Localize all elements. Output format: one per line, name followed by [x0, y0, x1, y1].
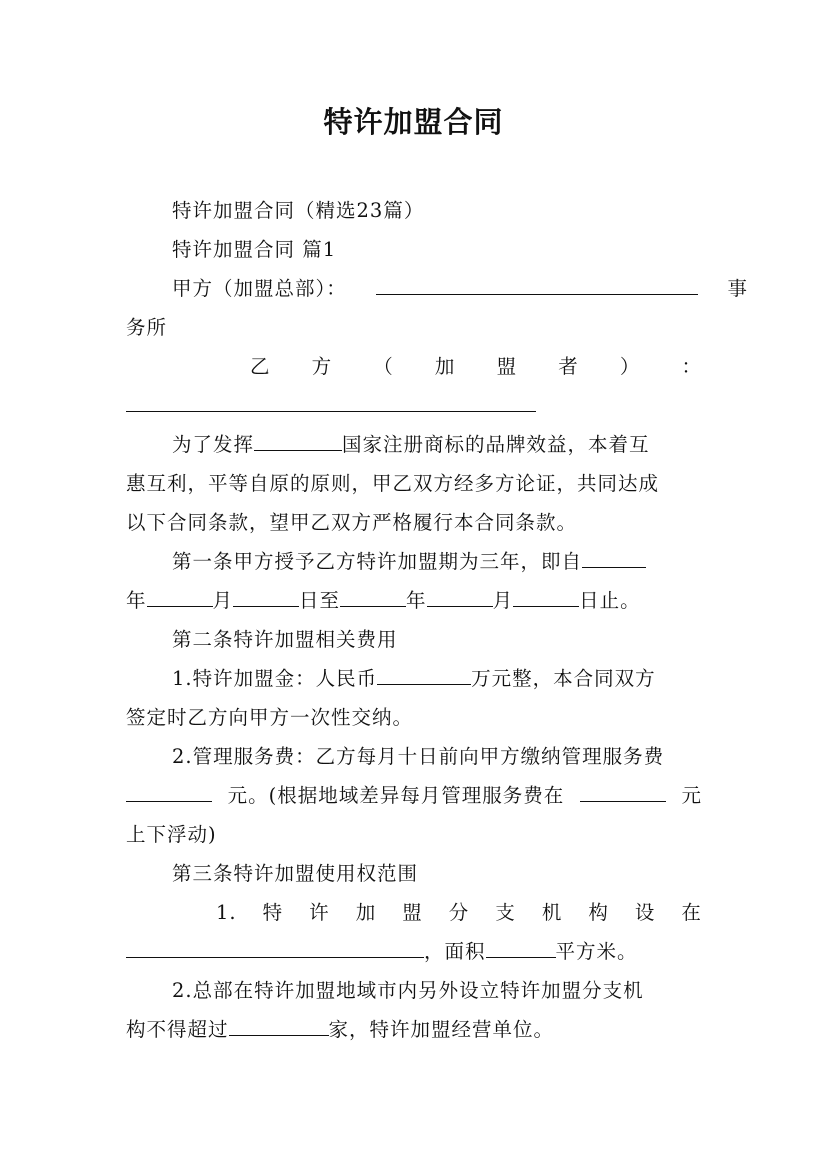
scope1-line-1: [126, 900, 702, 926]
party-b-char: 者: [558, 355, 579, 378]
party-b-char: （: [373, 355, 394, 378]
party-b-blank-line: [126, 393, 702, 419]
intro-line-3: 以下合同条款，望甲乙双方严格履行本合同条款。: [126, 511, 578, 534]
scope1-char: 许: [309, 901, 330, 924]
intro-line-1: [126, 432, 748, 458]
fee2-line-2: [126, 783, 702, 809]
art1-text: 年: [406, 589, 427, 612]
end-month-blank: [427, 588, 493, 607]
party-b-char: 方: [311, 355, 333, 378]
fee1-amount-blank: [377, 666, 471, 685]
document-title: 特许加盟合同: [323, 105, 504, 139]
party-b-char: 盟: [496, 355, 518, 378]
art1-line-2: [126, 588, 702, 614]
art3-heading: 第三条特许加盟使用权范围: [172, 862, 419, 885]
party-a-blank: [376, 276, 698, 295]
fee1-text: 万元整，本合同双方: [471, 667, 656, 690]
scope1-char: 设: [634, 901, 656, 924]
scope1-char: 分: [448, 901, 470, 924]
scope1-char: 在: [681, 901, 702, 924]
scope1-char: 盟: [402, 901, 423, 924]
intro-text: 为了发挥: [172, 433, 255, 456]
start-month-blank: [147, 588, 213, 607]
art1-text: 月: [492, 589, 514, 612]
fee1-line-1: [126, 666, 748, 692]
fee2-line-3: 上下浮动): [126, 823, 217, 846]
area-blank: [486, 939, 556, 958]
scope1-line-2: [126, 939, 702, 965]
party-b-char: 加: [434, 355, 456, 378]
count-blank: [229, 1017, 329, 1036]
party-b-char: ：: [681, 355, 702, 378]
party-a-line: [126, 276, 748, 302]
scope1-char: 加: [355, 901, 377, 924]
end-year-blank: [340, 588, 406, 607]
fee2-line-1: 2.管理服务费：乙方每月十日前向甲方缴纳管理服务费: [172, 745, 665, 768]
party-b-line: [126, 354, 702, 380]
scope1-char: 构: [588, 901, 609, 924]
art1-text: 日止。: [579, 589, 641, 612]
party-b-blank: [126, 393, 536, 412]
scope1-char: 1.: [216, 901, 237, 924]
party-b-char: 乙: [250, 355, 271, 378]
intro-line-2: 惠互利，平等自原的原则，甲乙双方经多方论证，共同达成: [126, 472, 660, 495]
art1-text: 年: [126, 589, 147, 612]
party-b-char: ）: [619, 355, 641, 378]
scope1-char: 支: [495, 901, 516, 924]
art2-heading: 第二条特许加盟相关费用: [172, 628, 398, 651]
scope1-char: 特: [262, 901, 284, 924]
fee1-text: 1.特许加盟金：人民币: [172, 667, 378, 690]
party-a-cont: 务所: [126, 316, 168, 339]
scope1-char: 机: [541, 901, 563, 924]
brand-blank: [254, 432, 342, 451]
scope2-line-1: 2.总部在特许加盟地域市内另外设立特许加盟分支机: [172, 979, 644, 1002]
scope1-text: ，面积: [424, 940, 486, 963]
art1-text: 日至: [299, 589, 341, 612]
party-a-label: 甲方（加盟总部）：: [172, 277, 347, 300]
fee2-text: 元。(根据地域差异每月管理服务费在: [227, 784, 565, 807]
scope1-text: 平方米。: [555, 940, 638, 963]
party-a-suffix: 事: [727, 277, 748, 300]
end-day-blank: [513, 588, 579, 607]
intro-text: 国家注册商标的品牌效益，本着互: [342, 433, 650, 456]
scope2-text: 家，特许加盟经营单位。: [328, 1018, 555, 1041]
fee2-amount-blank: [126, 783, 212, 802]
fee1-line-2: 签定时乙方向甲方一次性交纳。: [126, 706, 414, 729]
location-blank: [126, 939, 424, 958]
scope2-line-2: [126, 1017, 702, 1043]
start-day-blank: [233, 588, 299, 607]
article-heading: 特许加盟合同 篇1: [172, 238, 337, 261]
scope2-text: 构不得超过: [126, 1018, 229, 1041]
art1-text: 第一条甲方授予乙方特许加盟期为三年，即自: [172, 550, 583, 573]
fee2-range-blank: [580, 783, 666, 802]
start-year-blank: [582, 549, 646, 568]
fee2-text: 元: [681, 784, 702, 807]
art1-line-1: [126, 549, 748, 575]
art1-text: 月: [212, 589, 234, 612]
subtitle: 特许加盟合同（精选23篇）: [172, 199, 425, 222]
